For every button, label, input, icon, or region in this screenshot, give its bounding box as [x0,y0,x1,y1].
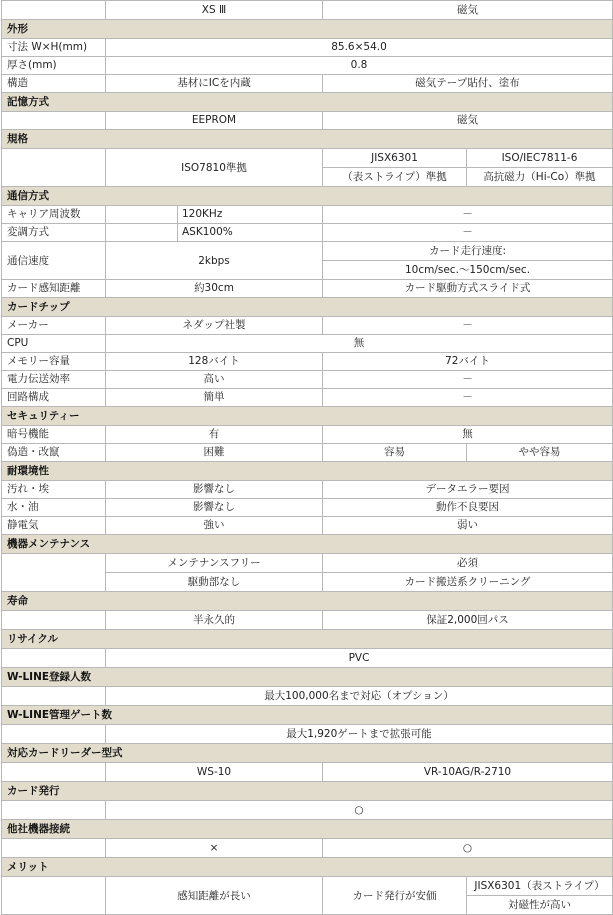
header-xs3: XS Ⅲ [106,1,323,20]
row-label: カード感知距離 [2,280,106,298]
section-title: リサイクル [2,630,613,649]
row-size [2,39,613,57]
cell-xs: 約30cm [106,280,323,298]
section-title: 寿命 [2,592,613,611]
row-memory [2,112,613,130]
section-merit [2,858,613,877]
cell-xs: ASK100% [178,224,323,242]
row-label: 寸法 W×H(mm) [2,39,106,57]
row-label: 水・油 [2,499,106,517]
cell-blank [106,224,178,242]
row-forgery [2,444,613,462]
cell-mag: － [323,317,613,335]
cell-value: 最大100,000名まで対応（オプション） [106,687,613,706]
cell-xs: メンテナンスフリー [106,554,323,573]
row-reader [2,763,613,782]
row-label: 構造 [2,75,106,93]
section-title: 記憶方式 [2,93,613,112]
section-maintenance [2,535,613,554]
cell-mag-bottom: 10cm/sec.～150cm/sec. [323,261,613,280]
row-label: メモリー容量 [2,353,106,371]
cell-mag: 72バイト [323,353,613,371]
cell-mag: カード搬送系クリーニング [323,573,613,592]
row-thickness [2,57,613,75]
row-circuit [2,389,613,407]
spec-comparison-table [1,0,613,915]
row-carrier [2,206,613,224]
row-dirt [2,481,613,499]
cell-xs: EEPROM [106,112,323,130]
section-life [2,592,613,611]
row-users [2,687,613,706]
cell-mag: 弱い [323,517,613,535]
cell-iso-bottom: 高抗磁力（Hi-Co）準拠 [467,168,613,187]
section-chip [2,298,613,317]
row-modulation [2,224,613,242]
cell-mag: データエラー要因 [323,481,613,499]
row-issue [2,801,613,820]
cell-mag: VR-10AG/R-2710 [323,763,613,782]
row-label-empty [2,112,106,130]
row-recycle [2,649,613,668]
cell-mag: 必須 [323,554,613,573]
row-label-empty [2,877,106,915]
row-label: キャリア周波数 [2,206,106,224]
row-power [2,371,613,389]
cell-mag: 無 [323,426,613,444]
cell-mag-top: カード走行速度: [323,242,613,261]
row-distance [2,280,613,298]
cell-xs: WS-10 [106,763,323,782]
cell-mag: － [323,224,613,242]
row-label: CPU [2,335,106,353]
section-title: 外形 [2,20,613,39]
cell-xs: ネダップ社製 [106,317,323,335]
row-other [2,839,613,858]
cell-jis-bottom: （表ストライプ）準拠 [323,168,467,187]
cell-mag-jis: 容易 [323,444,467,462]
section-appearance [2,20,613,39]
cell-blank [106,206,178,224]
row-gates [2,725,613,744]
row-speed-1 [2,242,613,261]
row-label: 暗号機能 [2,426,106,444]
row-life [2,611,613,630]
cell-xs: 高い [106,371,323,389]
section-title: 機器メンテナンス [2,535,613,554]
cell-value: 0.8 [106,57,613,75]
cell-xs: 半永久的 [106,611,323,630]
section-title: 対応カードリーダー型式 [2,744,613,763]
section-title: W-LINE登録人数 [2,668,613,687]
section-security [2,407,613,426]
cell-xs: 基材にICを内蔵 [106,75,323,93]
cross-mark: × [106,839,323,858]
section-memory [2,93,613,112]
header-row [2,1,613,20]
cell-mag: 動作不良要因 [323,499,613,517]
cell-mag: カード駆動方式スライド式 [323,280,613,298]
row-crypto [2,426,613,444]
section-title: 耐環境性 [2,462,613,481]
cell-xs: 影響なし [106,499,323,517]
circle-mark: ○ [323,839,613,858]
cell-jis-top: JISX6301 [323,149,467,168]
cell-mag: 保証2,000回パス [323,611,613,630]
row-standard-1 [2,149,613,168]
section-gates [2,706,613,725]
cell-xs: 2kbps [106,242,323,280]
section-standard [2,130,613,149]
cell-xs: 感知距離が長い [106,877,323,915]
section-title: W-LINE管理ゲート数 [2,706,613,725]
row-label: 厚さ(mm) [2,57,106,75]
row-label-empty [2,649,106,668]
cell-xs: 困難 [106,444,323,462]
section-users [2,668,613,687]
row-merit-1 [2,877,613,896]
cell-xs: 影響なし [106,481,323,499]
section-title: 通信方式 [2,187,613,206]
row-water [2,499,613,517]
section-title: カード発行 [2,782,613,801]
row-label: メーカー [2,317,106,335]
row-label: 変調方式 [2,224,106,242]
cell-value: PVC [106,649,613,668]
section-title: 他社機器接続 [2,820,613,839]
row-label-empty [2,725,106,744]
cell-mag: 磁気 [323,112,613,130]
section-reader [2,744,613,763]
cell-iso-top: ISO/IEC7811-6 [467,149,613,168]
cell-xs: 128バイト [106,353,323,371]
section-env [2,462,613,481]
cell-mag: － [323,389,613,407]
row-maker [2,317,613,335]
section-title: 規格 [2,130,613,149]
row-maint-1 [2,554,613,573]
row-label-empty [2,554,106,592]
cell-mag-iso: やや容易 [467,444,613,462]
row-label-empty [2,687,106,706]
cell-mag-jis: カード発行が安価 [323,877,467,915]
cell-xs: ISO7810準拠 [106,149,323,187]
cell-mag-iso-top: JISX6301（表ストライプ） [467,877,613,896]
cell-mag-iso-bottom: 対磁性が高い [467,896,613,915]
header-magnetic: 磁気 [323,1,613,20]
cell-xs: 120KHz [178,206,323,224]
cell-xs: 駆動部なし [106,573,323,592]
row-label: 静電気 [2,517,106,535]
section-recycle [2,630,613,649]
cell-mag: 磁気テープ貼付、塗布 [323,75,613,93]
row-label-empty [2,839,106,858]
cell-xs: 簡単 [106,389,323,407]
row-structure [2,75,613,93]
cell-value: 85.6×54.0 [106,39,613,57]
section-title: メリット [2,858,613,877]
row-label: 汚れ・埃 [2,481,106,499]
cell-value: 最大1,920ゲートまで拡張可能 [106,725,613,744]
row-memsize [2,353,613,371]
row-label: 通信速度 [2,242,106,280]
row-static [2,517,613,535]
row-cpu [2,335,613,353]
section-title: セキュリティー [2,407,613,426]
row-label-empty [2,801,106,820]
cell-xs: 有 [106,426,323,444]
cell-value: 無 [106,335,613,353]
section-comm [2,187,613,206]
row-label: 回路構成 [2,389,106,407]
row-label-empty [2,763,106,782]
row-label-empty [2,611,106,630]
header-corner [2,1,106,20]
section-other [2,820,613,839]
row-label-empty [2,149,106,187]
circle-mark: ○ [106,801,613,820]
row-label: 電力伝送効率 [2,371,106,389]
cell-mag: － [323,206,613,224]
section-title: カードチップ [2,298,613,317]
cell-mag: － [323,371,613,389]
row-label: 偽造・改竄 [2,444,106,462]
cell-xs: 強い [106,517,323,535]
section-issue [2,782,613,801]
